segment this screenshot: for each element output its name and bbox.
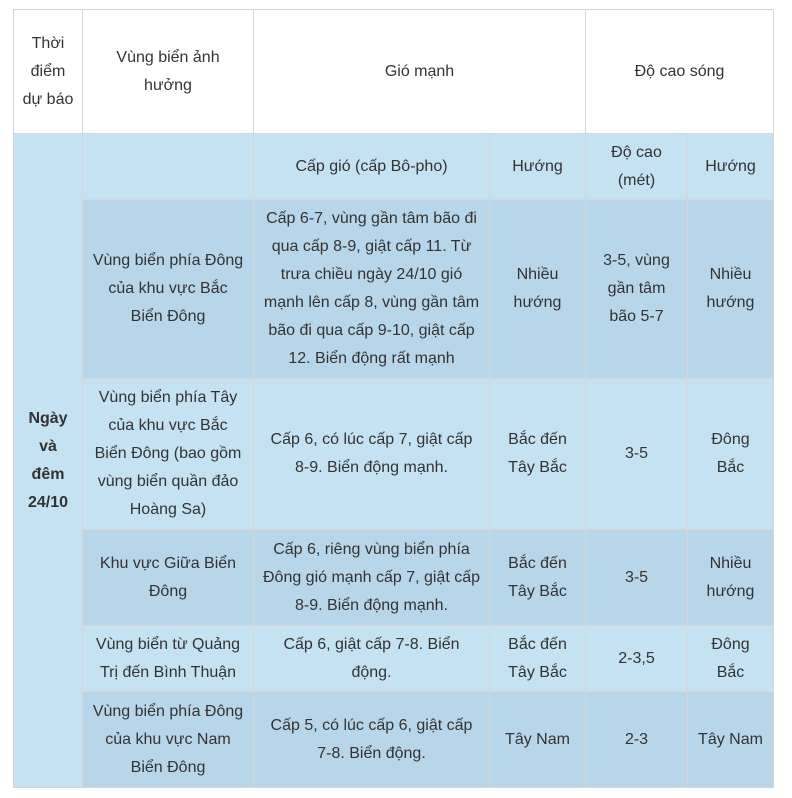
time-cell: Ngày và đêm 24/10 [14, 134, 83, 788]
cell-wind-direction: Nhiều hướng [490, 200, 586, 379]
cell-wave-direction: Đông Bắc [688, 626, 774, 692]
cell-wave-height: 3-5, vùng gần tâm bão 5-7 [586, 200, 688, 379]
cell-region: Vùng biển phía Đông của khu vực Bắc Biển Đông [83, 200, 254, 379]
cell-wave-height: 3-5 [586, 530, 688, 626]
table-row [14, 530, 774, 626]
cell-wave-direction: Nhiều hướng [688, 530, 774, 626]
cell-wind-level: Cấp 6, có lúc cấp 7, giật cấp 8-9. Biển động mạnh. [254, 379, 490, 530]
cell-wave-direction: Đông Bắc [688, 379, 774, 530]
cell-wind-level: Cấp 6, giật cấp 7-8. Biển động. [254, 626, 490, 692]
forecast-table-container [13, 9, 774, 788]
subheader-wind-level: Cấp gió (cấp Bô-pho) [254, 134, 490, 200]
table-header-row [14, 10, 774, 134]
header-time: Thời điểm dự báo [14, 10, 83, 134]
cell-wind-direction: Bắc đến Tây Bắc [490, 530, 586, 626]
cell-wave-height: 3-5 [586, 379, 688, 530]
cell-region: Vùng biển phía Tây của khu vực Bắc Biển Đông (bao gồm vùng biển quần đảo Hoàng Sa) [83, 379, 254, 530]
table-row [14, 692, 774, 788]
cell-region: Khu vực Giữa Biển Đông [83, 530, 254, 626]
table-row [14, 379, 774, 530]
cell-wind-level: Cấp 6, riêng vùng biển phía Đông gió mạnh cấp 7, giật cấp 8-9. Biển động mạnh. [254, 530, 490, 626]
cell-wave-height: 2-3,5 [586, 626, 688, 692]
subheader-wave-height: Độ cao (mét) [586, 134, 688, 200]
cell-wind-level: Cấp 5, có lúc cấp 6, giật cấp 7-8. Biển động. [254, 692, 490, 788]
header-wave: Độ cao sóng [586, 10, 774, 134]
cell-wind-level: Cấp 6-7, vùng gần tâm bão đi qua cấp 8-9, giật cấp 11. Từ trưa chiều ngày 24/10 gió mạnh lên cấp 8, vùng gần tâm bão đi qua cấp 9-10, giật cấp 12. Biển động rất mạnh [254, 200, 490, 379]
subheader-wave-direction: Hướng [688, 134, 774, 200]
cell-wind-direction: Tây Nam [490, 692, 586, 788]
cell-wind-direction: Bắc đến Tây Bắc [490, 626, 586, 692]
cell-wind-direction: Bắc đến Tây Bắc [490, 379, 586, 530]
cell-region: Vùng biển từ Quảng Trị đến Bình Thuận [83, 626, 254, 692]
table-row [14, 200, 774, 379]
subheader-wind-direction: Hướng [490, 134, 586, 200]
cell-wave-direction: Nhiều hướng [688, 200, 774, 379]
cell-wave-height: 2-3 [586, 692, 688, 788]
table-subheader-row [14, 134, 774, 200]
cell-region: Vùng biển phía Đông của khu vực Nam Biển Đông [83, 692, 254, 788]
header-wind: Gió mạnh [254, 10, 586, 134]
cell-wave-direction: Tây Nam [688, 692, 774, 788]
table-row [14, 626, 774, 692]
header-region: Vùng biển ảnh hưởng [83, 10, 254, 134]
subheader-region-empty [83, 134, 254, 200]
storm-forecast-table [13, 9, 774, 788]
